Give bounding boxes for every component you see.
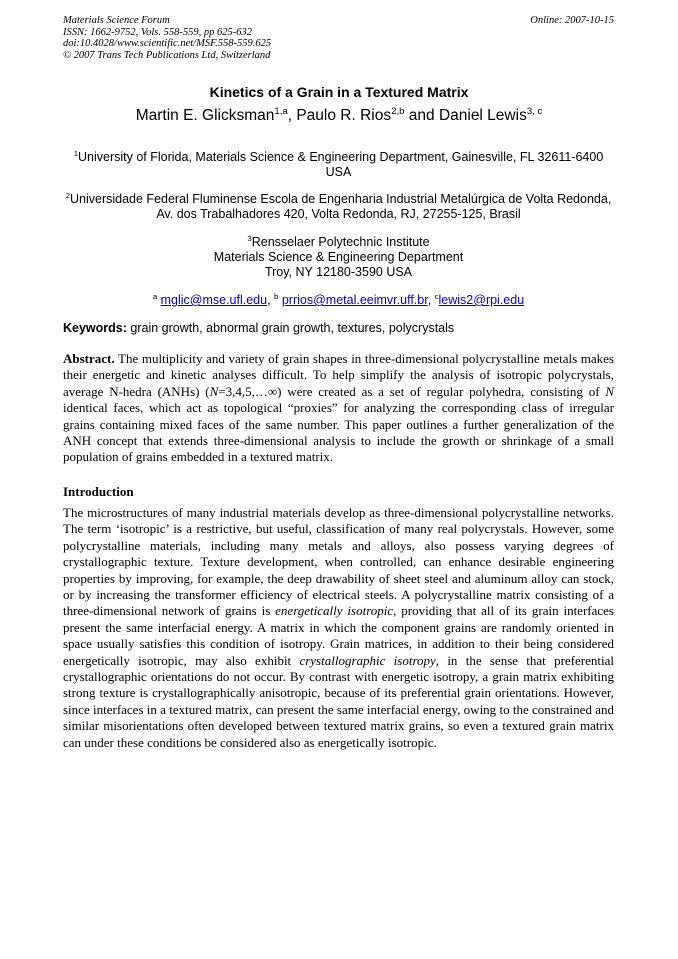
affiliation-line: Universidade Federal Fluminense Escola de Engenharia Industrial Metalúrgica de Volta Redonda, [70, 192, 612, 206]
doi-line: doi:10.4028/www.scientific.net/MSF.558-559.625 [63, 38, 272, 49]
abstract-text: identical faces, which act as topological “proxies” for analyzing the corresponding class of irregular grains containing mixed faces of the same number. This paper outlines a further generalization of the ANH concept that extends three-dimensional analysis to include the growth or shrinkage of a small population of grains embedded in a textured matrix. [63, 400, 614, 465]
affiliation-line: University of Florida, Materials Science & Engineering Department, Gainesville, FL 32611-6400 [78, 150, 604, 164]
keywords-label: Keywords: [63, 321, 127, 335]
paper-title: Kinetics of a Grain in a Textured Matrix [209, 84, 469, 100]
intro-emphasis: energetically isotropic [275, 603, 394, 619]
author-list [0, 107, 678, 125]
email-marker: b [274, 291, 279, 301]
abstract-variable: N [209, 383, 219, 399]
journal-name: Materials Science Forum [63, 15, 170, 26]
author-name: Paulo R. Rios [296, 107, 392, 124]
email-list: $^a$ mglic@mse.ufl.edu, $^b$ prrios@metal.eeimvr.uff.br, $^c$lewis2@rpi.edu [152, 291, 525, 307]
author-separator: and [404, 107, 439, 124]
abstract-variable: N [605, 383, 614, 399]
introduction-paragraph [63, 505, 614, 751]
affiliation-marker: 3 [247, 233, 252, 243]
email-link-glicksman[interactable]: mglic@mse.ufl.edu [160, 293, 268, 307]
author-name: Daniel Lewis [438, 107, 527, 124]
affiliation-marker: 2 [65, 190, 70, 200]
email-link-rios[interactable]: prrios@metal.eeimvr.uff.br [281, 293, 428, 307]
affiliation-line: Rensselaer Polytechnic Institute [251, 235, 430, 249]
copyright-line: © 2007 Trans Tech Publications Ltd, Switzerland [63, 49, 271, 61]
author-superscript: 3, c [526, 105, 543, 117]
affiliation-marker: 1 [73, 148, 79, 158]
affiliation-line: Troy, NY 12180-3590 USA [264, 265, 413, 279]
keywords-text: grain growth, abnormal grain growth, textures, polycrystals [130, 321, 455, 335]
affiliation-3 [63, 235, 614, 280]
affiliation-line: Av. dos Trabalhadores 420, Volta Redonda, RJ, 27255-125, Brasil [156, 207, 521, 221]
keywords [63, 321, 614, 335]
abstract-label: Abstract. [63, 351, 115, 366]
author-separator: , [287, 107, 297, 124]
affiliation-line: USA [325, 165, 352, 179]
abstract-paragraph [63, 351, 614, 466]
email-marker: c [434, 291, 439, 301]
issn-line: ISSN: 1662-9752, Vols. 558-559, pp 625-632 [63, 26, 252, 38]
intro-text: , in the sense that preferential crystallographic orientations do not occur. By contrast with energetic isotropy, a grain matrix exhibiting strong texture is crystallographically anisotropic, because of its preferential grain orientations. However, since interfaces in a textured matrix, can present the same interfacial energy, owing to the constrained and similar misorientations often developed between textured matrix grains, so even a textured grain matrix can under these conditions be considered also as energetically isotropic. [63, 652, 614, 750]
abstract-text: The multiplicity and variety of grain shapes in three-dimensional polycrystalline metals makes their energetic and kinetic analyses difficult. To help simplify the analysis of isotropic polycrystals, average N-hedra (ANHs) ( [63, 351, 614, 399]
journal-header [63, 15, 271, 61]
affiliation-2 [63, 192, 614, 222]
author-name: Martin E. Glicksman [135, 107, 275, 124]
affiliation-line: Materials Science & Engineering Department [213, 250, 464, 264]
author-superscript: 2,b [391, 105, 405, 117]
email-marker: a [152, 291, 158, 301]
section-heading-introduction: Introduction [63, 484, 134, 499]
author-superscript: 1,a [274, 105, 288, 117]
affiliation-1 [63, 150, 614, 180]
intro-text: The microstructures of many industrial materials develop as three-dimensional polycrystalline networks. The term ‘isotropic’ is a restrictive, but useful, classification of many real polycrystals. However, some polycrystalline materials, including many metals and alloys, also possess varying degrees of crystallographic texture. Texture development, when controlled, can enhance desirable engineering properties by improving, for example, the deep drawability of sheet steel and aluminum alloy can stock, or by increasing the transformer efficiency of electrical steels. A polycrystalline matrix consisting of a three-dimensional network of grains is [63, 505, 614, 619]
abstract-text: =3,4,5,…∞) were created as a set of regular polyhedra, consisting of [218, 383, 606, 399]
intro-text: , providing that all of its grain interfaces present the same interfacial energy. A matrix in which the component grains are randomly oriented in space usually satisfies this condition of isotropy. Grain matrices, in addition to their being considered energetically isotropic, may also exhibit [63, 603, 614, 668]
online-date: Online: 2007-10-15 [530, 15, 614, 26]
email-link-lewis[interactable]: lewis2@rpi.edu [438, 293, 525, 307]
intro-emphasis: crystallographic isotropy [299, 652, 436, 668]
